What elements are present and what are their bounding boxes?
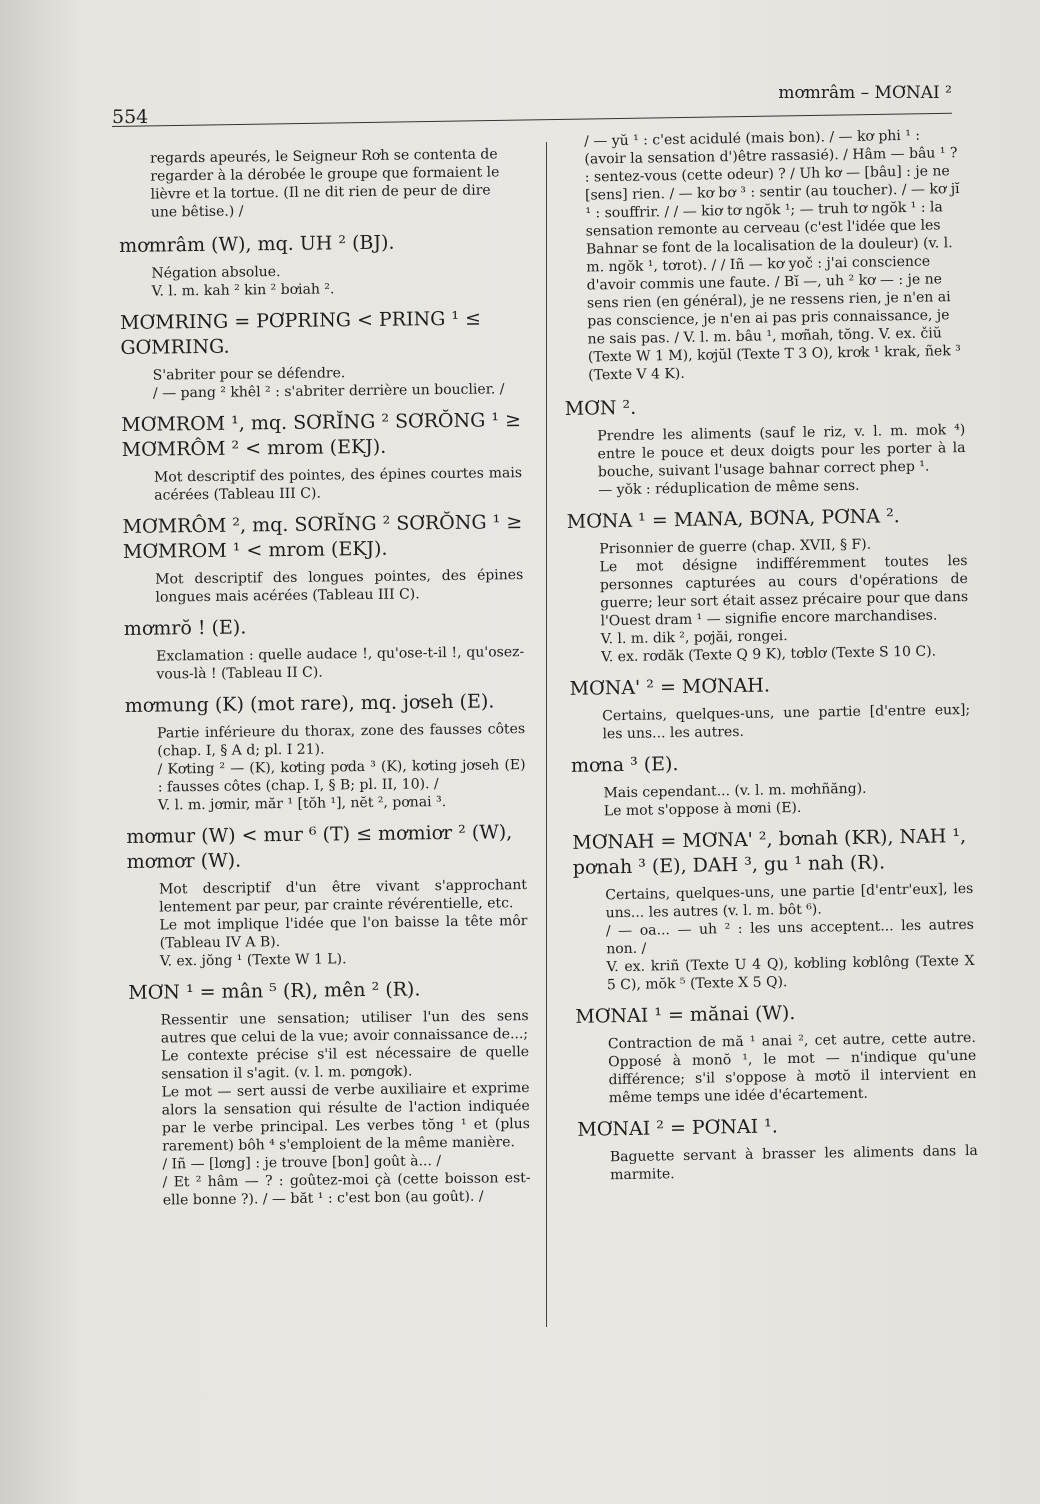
left-intro-text: regards apeurés, le Seigneur Rơh se contenta de regarder à la dérobée le groupe que formaient le lièvre et la tortue. (Il ne dit rien de peur de dire une bêtise.) / xyxy=(150,146,500,221)
right-column xyxy=(560,126,978,1195)
definition-line: Contraction de mă ¹ anai ², cet autre, cette autre. Opposé à monŏ ¹, le mot — n'indique qu'une différence; s'il s'oppose à mơtŏ il intervient en même temps une idée d'écartement. xyxy=(607,1029,977,1107)
dictionary-entry xyxy=(575,998,977,1108)
entry-definition xyxy=(121,362,521,403)
entry-headword: MƠN ². xyxy=(564,396,637,420)
entry-definition xyxy=(119,260,519,301)
definition-line: Certains, quelques-uns, une partie [d'entr'eux], les uns... les autres (v. l. m. bôt ⁶). xyxy=(605,880,974,922)
dictionary-entry xyxy=(565,390,967,500)
right-entries xyxy=(565,390,979,1185)
definition-line: V. l. m. kah ² kin ² bơiah ². xyxy=(151,281,335,300)
definition-line: / Et ² hâm — ? : goûtez-moi çà (cette boisson est-elle bonne ?). / — băt ¹ : c'est bon (au goût). / xyxy=(162,1170,531,1209)
definition-line: — yŏk : réduplication de même sens. xyxy=(598,477,860,499)
definition-line: Le contexte précise s'il est nécessaire de quelle sensation il s'agit. (v. l. m. pơngơk). xyxy=(160,1044,530,1083)
dictionary-entry xyxy=(121,408,522,505)
definition-line: Ressentir une sensation; utiliser l'un des sens autres que celui de la vue; avoir connaissance de...; xyxy=(160,1008,529,1047)
left-column xyxy=(118,145,531,1220)
definition-line: Exclamation : quelle audace !, qu'ose-t-il !, qu'osez-vous-là ! (Tableau II C). xyxy=(156,644,525,683)
entry-headword: MƠNA' ² = MƠNAH. xyxy=(569,674,771,700)
entry-headword: mơna ³ (E). xyxy=(570,753,679,777)
dictionary-entry xyxy=(125,689,526,815)
definition-line: Négation absolue. xyxy=(151,264,281,282)
entry-definition xyxy=(122,464,522,505)
entry-headword: mơmrŏ ! (E). xyxy=(123,616,247,640)
entry-headword: mơmrâm (W), mq. UH ² (BJ). xyxy=(119,231,395,257)
column-divider xyxy=(546,142,547,1327)
definition-line: Mot descriptif des pointes, des épines courtes mais acérées (Tableau III C). xyxy=(153,465,523,504)
dictionary-entry xyxy=(120,306,521,403)
definition-line: Partie inférieure du thorax, zone des fausses côtes (chap. I, § A d; pl. I 21). xyxy=(157,721,526,760)
entry-definition xyxy=(125,720,526,815)
entry-headword: MƠMRING = PƠPRING < PRING ¹ ≤ GƠMRING. xyxy=(119,307,482,359)
definition-line: / — pang ² khêl ² : s'abriter derrière un bouclier. / xyxy=(152,381,505,402)
entry-headword: mơmung (K) (mot rare), mq. jơseh (E). xyxy=(124,690,495,717)
entry-definition xyxy=(124,643,524,684)
definition-line: Le mot s'oppose à mơni (E). xyxy=(603,799,802,820)
page-number: 554 xyxy=(112,106,149,128)
right-intro-text: / — yŭ ¹ : c'est acidulé (mais bon). / — kơ phi ¹ : (avoir la sensation d')être rassasié). / Hâm — bâu ¹ ? : sentez-vous (cette odeur) ? / Uh kơ — [bâu] : je ne [sens] rien. / — kơ bơ ³ : sentir (au toucher). / — kơ jĭ ¹ : souffrir. / / — kiơ tơ ngŏk ¹; — truh tơ ngŏk ¹ : la sensation remonte au cerveau (c'est l'idée que les Bahnar se font de la localisation de la douleur) (v. l. m. ngŏk ¹, tơrot). / / Iñ — kơ yoč : j'ai conscience d'avoir commis une faute. / Bĭ —, uh ² kơ — : je ne sens rien (en général), je ne ressens rien, je n'en ai pas conscience, je n'en ai pas pris connaissance, je ne sais pas. / V. l. m. bâu ¹, mơñah, tŏng. V. ex. čiŭ (Texte W 1 M), kơjŭl (Texte T 3 O), krơk ¹ krak, ñek ³ (Texte V 4 K). xyxy=(584,127,961,384)
entry-headword: MƠN ¹ = mân ⁵ (R), mên ² (R). xyxy=(128,978,421,1004)
entry-headword: MƠNAI ² = PƠNAI ¹. xyxy=(577,1115,779,1141)
definition-line: / Iñ — [lơng] : je trouve [bon] goût à... / xyxy=(162,1153,442,1173)
entry-definition xyxy=(571,778,972,821)
entry-headword: MƠNAH = MƠNA' ², bơnah (KR), NAH ¹, pơnah ³ (E), DAH ³, gu ¹ nah (R). xyxy=(572,825,967,879)
entry-headword: mơmur (W) < mur ⁶ (T) ≤ mơmiơr ² (W), mơmơr (W). xyxy=(126,821,513,873)
entry-definition xyxy=(123,566,523,607)
definition-line: Baguette servant à brasser les aliments dans la marmite. xyxy=(609,1142,978,1184)
dictionary-entry xyxy=(126,820,528,971)
definition-line: V. l. m. dik ², pơjăi, rongei. xyxy=(600,628,788,648)
dictionary-entry xyxy=(572,824,975,995)
definition-line: V. ex. kriñ (Texte U 4 Q), kơbling kơblông (Texte X 5 C), mŏk ⁵ (Texte X 5 Q). xyxy=(606,952,975,994)
dictionary-entry xyxy=(122,510,523,607)
entry-definition xyxy=(565,421,966,500)
entry-definition xyxy=(127,876,528,971)
definition-line: Le mot — sert aussi de verbe auxiliaire et exprime alors la sensation qui résulte de l'action indiquée par le verbe principal. Les verbes tŏng ¹ et (plus rarement) bôh ⁴ s'emploient de la même manière. xyxy=(161,1080,531,1155)
definition-line: V. ex. jŏng ¹ (Texte W 1 L). xyxy=(159,951,347,970)
running-head: mơmrâm – MƠNAI ² xyxy=(778,83,952,103)
definition-line: Le mot implique l'idée que l'on baisse la tête môr (Tableau IV A B). xyxy=(159,913,528,952)
entry-headword: MƠNAI ¹ = mănai (W). xyxy=(575,1002,796,1028)
definition-line: Certains, quelques-uns, une partie [d'entre eux]; les uns... les autres. xyxy=(602,701,971,743)
definition-line: S'abriter pour se défendre. xyxy=(152,365,346,384)
entry-definition xyxy=(567,534,969,667)
definition-line: Prisonnier de guerre (chap. XVII, § F). xyxy=(599,536,872,558)
entry-definition xyxy=(576,1029,977,1108)
definition-line: Le mot désigne indifféremment toutes les personnes capturées au cours d'opérations de guerre; leur sort était assez précaire pour que dans l'Ouest dram ¹ — signifie encore marchandises. xyxy=(599,552,969,630)
definition-line: V. ex. rơdăk (Texte Q 9 K), tơblơ (Texte S 10 C). xyxy=(601,643,937,666)
dictionary-entry xyxy=(119,229,520,301)
dictionary-entry xyxy=(567,503,970,667)
entry-definition xyxy=(129,1007,531,1210)
entry-definition xyxy=(578,1142,979,1185)
definition-line: Mot descriptif des longues pointes, des épines longues mais acérées (Tableau III C). xyxy=(155,567,524,606)
dictionary-entry xyxy=(128,976,531,1210)
dictionary-entry xyxy=(577,1111,978,1185)
definition-line: V. l. m. jơmir, măr ¹ [tŏh ¹], nĕt ², pơnai ³. xyxy=(157,794,447,814)
header-rule xyxy=(112,113,952,127)
left-entries xyxy=(119,229,531,1210)
entry-headword: MƠMRÔM ², mq. SƠRĬNG ² SƠRŎNG ¹ ≥ MƠMROM ¹ < mrom (EKJ). xyxy=(122,511,523,563)
definition-line: / — oa... — uh ² : les uns acceptent... les autres non. / xyxy=(605,916,975,958)
entry-headword: MƠNA ¹ = MANA, BƠNA, PƠNA ². xyxy=(566,505,900,533)
dictionary-entry xyxy=(124,612,525,684)
entry-headword: MƠMROM ¹, mq. SƠRĬNG ² SƠRŎNG ¹ ≥ MƠMRÔM ² < mrom (EKJ). xyxy=(121,409,522,461)
definition-line: Prendre les aliments (sauf le riz, v. l. m. mok ⁴) entre le pouce et deux doigts pour les porter à la bouche, suivant l'usage bahnar correct phep ¹. xyxy=(597,421,966,481)
entry-definition xyxy=(573,880,975,995)
dictionary-entry xyxy=(569,670,970,744)
entry-definition xyxy=(570,701,971,744)
definition-line: Mot descriptif d'un être vivant s'approchant lentement par peur, par crainte révérentielle, etc. xyxy=(158,877,528,916)
definition-line: Mais cependant... (v. l. m. mơhñăng). xyxy=(603,780,867,802)
dictionary-entry xyxy=(571,747,972,821)
definition-line: / Kơting ² — (K), kơting pơda ³ (K), kơting jơseh (E) : fausses côtes (chap. I, § B; pl. II, 10). / xyxy=(157,757,526,796)
